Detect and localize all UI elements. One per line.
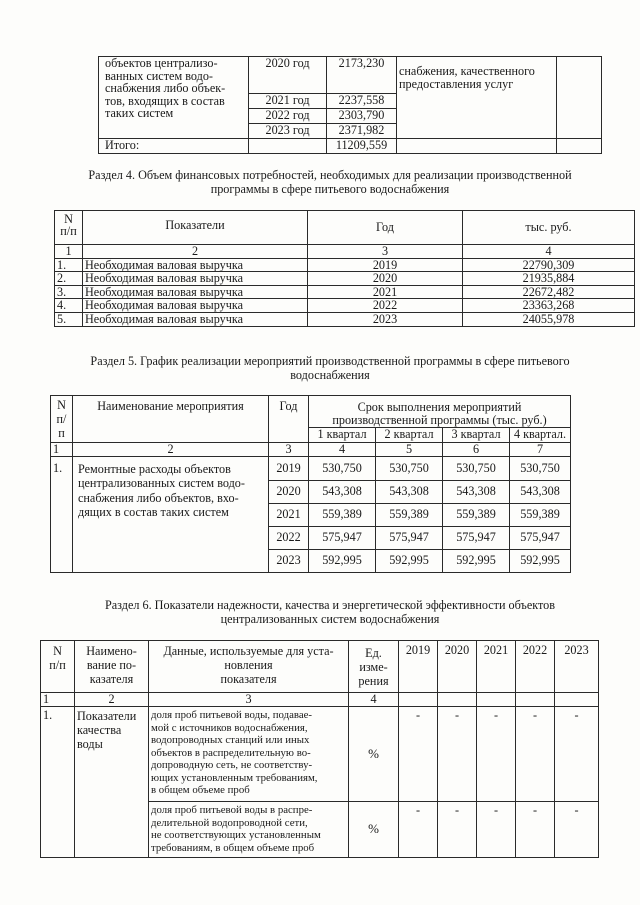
q-value: 575,947 xyxy=(510,526,571,549)
header-num: N п/п xyxy=(55,211,83,245)
indicators-table xyxy=(40,640,599,858)
q-value: 543,308 xyxy=(309,480,376,503)
header-event: Наименование мероприятия xyxy=(73,396,269,443)
value-cell: 2173,230 xyxy=(327,57,397,94)
row-num: 1. xyxy=(55,258,83,272)
table-row xyxy=(55,299,635,313)
col-number: 1 xyxy=(51,443,73,457)
year-cell: 2022 год xyxy=(249,109,327,124)
indicator-data: доля проб питьевой воды в распре- делительной водопроводной сети, не соответствующих установленным требованиям, в общем объеме проб xyxy=(149,802,349,858)
year-value: - xyxy=(516,707,555,802)
row-name: Необходимая валовая выручка xyxy=(83,285,308,299)
row-sum: 24055,978 xyxy=(463,312,635,326)
indicator-data: доля проб питьевой воды, подавае- мой с источников водоснабжения, водопроводных станций или иных объектов в распределительную во- допроводную сеть, не соответству- ющих установленным требованиям, в общем объеме проб xyxy=(149,707,349,802)
header-year: Год xyxy=(308,211,463,245)
q-value: 559,389 xyxy=(510,503,571,526)
row-num: 3. xyxy=(55,285,83,299)
row-num: 2. xyxy=(55,272,83,286)
row-year: 2021 xyxy=(308,285,463,299)
table-row xyxy=(41,707,599,802)
q-value: 530,750 xyxy=(510,456,571,480)
value-cell: 2237,558 xyxy=(327,94,397,109)
row-year: 2022 xyxy=(269,526,309,549)
note-cell: снабжения, качественного предоставления услуг xyxy=(397,57,557,139)
empty-cell xyxy=(249,139,327,154)
header-name: Наимено- вание по- казателя xyxy=(75,641,149,693)
row-name: Необходимая валовая выручка xyxy=(83,312,308,326)
q-value: 592,995 xyxy=(309,549,376,572)
empty-cell xyxy=(438,693,477,707)
q-value: 575,947 xyxy=(443,526,510,549)
table-row xyxy=(55,258,635,272)
header-indicator: Показатели xyxy=(83,211,308,245)
row-sum: 21935,884 xyxy=(463,272,635,286)
q-value: 530,750 xyxy=(443,456,510,480)
year-value: - xyxy=(438,707,477,802)
header-q1: 1 квартал xyxy=(309,428,376,443)
header-num: N п/ п xyxy=(51,396,73,443)
row-year: 2021 xyxy=(269,503,309,526)
indicator-name: Показатели качества воды xyxy=(75,707,149,858)
q-value: 543,308 xyxy=(376,480,443,503)
col-number: 1 xyxy=(41,693,75,707)
row-name: Необходимая валовая выручка xyxy=(83,299,308,313)
table-row xyxy=(55,272,635,286)
row-year: 2020 xyxy=(308,272,463,286)
year-value: - xyxy=(399,802,438,858)
col-number: 3 xyxy=(149,693,349,707)
empty-cell xyxy=(477,693,516,707)
year-value: - xyxy=(477,802,516,858)
q-value: 559,389 xyxy=(309,503,376,526)
total-value: 11209,559 xyxy=(327,139,397,154)
year-cell: 2021 год xyxy=(249,94,327,109)
row-year: 2023 xyxy=(308,312,463,326)
col-number: 2 xyxy=(73,443,269,457)
header-year: 2022 xyxy=(516,641,555,693)
q-value: 543,308 xyxy=(510,480,571,503)
row-year: 2019 xyxy=(269,456,309,480)
financial-needs-table xyxy=(54,210,635,327)
col-number: 5 xyxy=(376,443,443,457)
empty-cell xyxy=(399,693,438,707)
year-value: - xyxy=(438,802,477,858)
event-name: Ремонтные расходы объектов централизованных систем водо- снабжения либо объектов, вхо- дящих в состав таких систем xyxy=(73,456,269,572)
empty-cell xyxy=(555,693,599,707)
col-number: 3 xyxy=(269,443,309,457)
event-name-cell: объектов централизо- ванных систем водо- снабжения либо объек- тов, входящих в состав таких систем xyxy=(99,57,249,139)
year-cell: 2023 год xyxy=(249,124,327,139)
section6-title: Раздел 6. Показатели надежности, качества и энергетической эффективности объектов централизованных систем водоснабжения xyxy=(104,598,556,626)
row-sum: 23363,268 xyxy=(463,299,635,313)
header-year: 2023 xyxy=(555,641,599,693)
year-cell: 2020 год xyxy=(249,57,327,94)
year-value: - xyxy=(399,707,438,802)
header-num: N п/п xyxy=(41,641,75,693)
header-q3: 3 квартал xyxy=(443,428,510,443)
row-year: 2019 xyxy=(308,258,463,272)
header-data: Данные, используемые для уста- новления показателя xyxy=(149,641,349,693)
q-value: 592,995 xyxy=(510,549,571,572)
row-num: 1. xyxy=(41,707,75,858)
year-value: - xyxy=(516,802,555,858)
q-value: 592,995 xyxy=(443,549,510,572)
q-value: 592,995 xyxy=(376,549,443,572)
section4-title: Раздел 4. Объем финансовых потребностей, необходимых для реализации производственной программы в сфере питьевого водоснабжения xyxy=(88,168,572,196)
col-number: 7 xyxy=(510,443,571,457)
col-number: 4 xyxy=(349,693,399,707)
col-number: 2 xyxy=(83,245,308,259)
empty-cell xyxy=(557,57,602,139)
row-name: Необходимая валовая выручка xyxy=(83,258,308,272)
q-value: 575,947 xyxy=(309,526,376,549)
row-year: 2023 xyxy=(269,549,309,572)
year-value: - xyxy=(477,707,516,802)
col-number: 4 xyxy=(309,443,376,457)
header-q4: 4 квартал. xyxy=(510,428,571,443)
header-unit: Ед. изме- рения xyxy=(349,641,399,693)
q-value: 530,750 xyxy=(376,456,443,480)
row-sum: 22672,482 xyxy=(463,285,635,299)
unit-value: % xyxy=(349,707,399,802)
row-num: 5. xyxy=(55,312,83,326)
header-q2: 2 квартал xyxy=(376,428,443,443)
schedule-table xyxy=(50,395,571,573)
col-number: 6 xyxy=(443,443,510,457)
col-number: 2 xyxy=(75,693,149,707)
continuation-table xyxy=(98,56,602,154)
empty-cell xyxy=(397,139,557,154)
value-cell: 2371,982 xyxy=(327,124,397,139)
q-value: 575,947 xyxy=(376,526,443,549)
header-year: 2020 xyxy=(438,641,477,693)
q-value: 543,308 xyxy=(443,480,510,503)
table-row xyxy=(55,312,635,326)
year-value: - xyxy=(555,707,599,802)
section5-title: Раздел 5. График реализации мероприятий производственной программы в сфере питьевого водоснабжения xyxy=(90,354,570,382)
table-row xyxy=(55,285,635,299)
col-number: 3 xyxy=(308,245,463,259)
empty-cell xyxy=(516,693,555,707)
col-number: 4 xyxy=(463,245,635,259)
unit-value: % xyxy=(349,802,399,858)
header-year: Год xyxy=(269,396,309,443)
total-label: Итого: xyxy=(99,139,249,154)
col-number: 1 xyxy=(55,245,83,259)
table-row xyxy=(51,456,571,480)
row-year: 2022 xyxy=(308,299,463,313)
value-cell: 2303,790 xyxy=(327,109,397,124)
row-name: Необходимая валовая выручка xyxy=(83,272,308,286)
row-num: 4. xyxy=(55,299,83,313)
q-value: 530,750 xyxy=(309,456,376,480)
row-year: 2020 xyxy=(269,480,309,503)
header-period: Срок выполнения мероприятий производственной программы (тыс. руб.) xyxy=(309,396,571,428)
header-sum: тыс. руб. xyxy=(463,211,635,245)
q-value: 559,389 xyxy=(376,503,443,526)
year-value: - xyxy=(555,802,599,858)
q-value: 559,389 xyxy=(443,503,510,526)
header-year: 2019 xyxy=(399,641,438,693)
empty-cell xyxy=(557,139,602,154)
row-sum: 22790,309 xyxy=(463,258,635,272)
row-num: 1. xyxy=(51,456,73,572)
header-year: 2021 xyxy=(477,641,516,693)
